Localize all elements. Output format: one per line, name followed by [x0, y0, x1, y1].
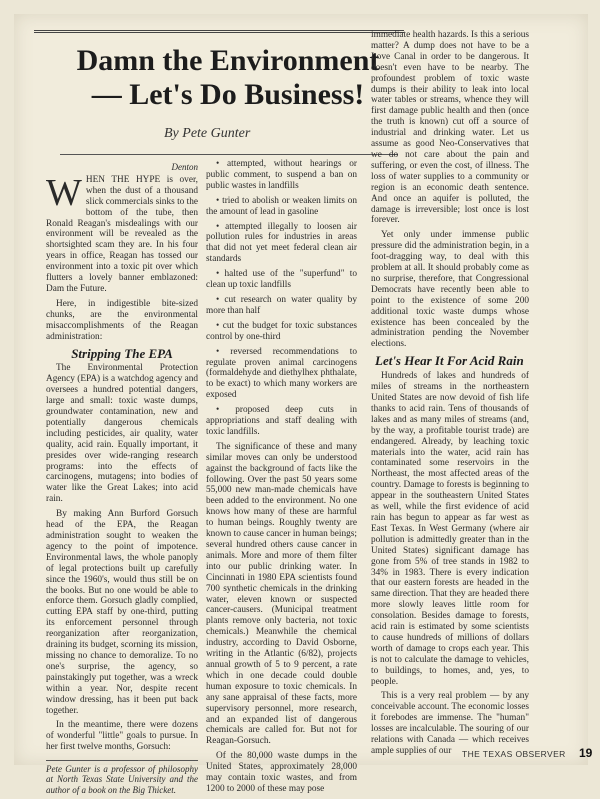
bio-divider: [46, 760, 198, 761]
bullet-item: • halted use of the "superfund" to clean up toxic landfills: [206, 269, 357, 291]
article-byline: By Pete Gunter: [164, 126, 251, 141]
magazine-page: [14, 14, 593, 795]
column-3: [371, 30, 529, 761]
column-1: [46, 159, 198, 799]
intro-paragraph: WHEN THE HYPE is over, when the dust of a thousand slick commercials sinks to the bottom of the tube, then Ronald Reagan's misdealings with our environment will be revealed as the shortsighted scam they are. In his four years in office, Reagan has tossed our environment into a toxic pit over which flutters a lovely banner emblazoned: Dam the Future.: [46, 171, 198, 294]
bullet-item: • proposed deep cuts in appropriations and staff dealing with toxic landfills.: [206, 405, 357, 438]
divider: [60, 154, 398, 155]
bullet-item: • tried to abolish or weaken limits on the amount of lead in gasoline: [206, 196, 357, 218]
subhead-acid-rain: Let's Hear It For Acid Rain: [375, 353, 524, 369]
dateline: Denton: [171, 162, 198, 172]
body-paragraph: The Environmental Protection Agency (EPA) is a watchdog agency and oversees a hundred potential dangers, large and small: toxic waste dumps, groundwater contamination, new and potentially dangerous chemicals including pesticides, air quality, water quality, acid rain. Equally important, it presides over wide-ranging research programs: into the effects of carcinogens, mutagens; into bodies of water like the Great Lakes; into acid rain.: [46, 363, 198, 505]
body-paragraph: In the meantime, there were dozens of wonderful "little" goals to pursue. In her first twelve months, Gorsuch:: [46, 720, 198, 753]
body-paragraph: immediate health hazards. Is this a serious matter? A dump does not have to be a Love Canal in order to be dangerous. It doesn't even have to be nearby. The profoundest problem of toxic waste dumps is their ability to leak into local water tables or streams, whence they will first damage public health and then (once the truth is known) cut off a source of industrial and drinking water. Let us assume as good Neo-Conservatives that we do not care about the pain and suffering, or even the cost, of illness. The loss of water supplies to a community or region is an economic death sentence. And once an aquifer is polluted, the damage is irreversible; lost once is lost forever.: [371, 30, 529, 226]
article-headline: Damn the Environment — Let's Do Business!: [76, 44, 380, 111]
author-bio: Pete Gunter is a professor of philosophy at North Texas State University and the author of a book on the Big Thicket.: [46, 764, 198, 795]
column-2: [206, 159, 357, 799]
bullet-item: • reversed recommendations to regulate proven animal carcinogens (formaldehyde and diethylhex phthalate, to be exact) to which many workers are exposed: [206, 347, 357, 402]
bullet-item: • cut the budget for toxic substances control by one-third: [206, 321, 357, 343]
subhead-epa: Stripping The EPA: [71, 345, 173, 361]
body-paragraph: This is a very real problem — by any conceivable account. The economic losses it forebodes are immense. The "human" losses are incalculable. The souring of our relations with Canada — which receives ample supplies of our: [371, 691, 529, 756]
body-paragraph: The significance of these and many similar moves can only be understood against the background of facts like the following. Over the past 50 years some 55,000 new man-made chemicals have been added to the environment. No one knows how many of these are harmful to human beings. Roughly twenty are known to cause cancer in human beings; several hundred others cause cancer in animals. More and more of them filter into our public drinking water. In Cincinnati in 1980 EPA scientists found 700 synthetic chemicals in the drinking water, eleven known or suspected cancer-causers. (Municipal treatment plants remove only bacteria, not toxic chemicals.) Meanwhile the chemical industry, according to David Osborne, writing in the Atlantic (6/82), projects annual growth of 5 to 9 percent, a rate which in one decade could double human exposure to toxic chemicals. In any sane appraisal of these facts, more supervisory personnel, more research, and an expanded list of dangerous chemicals are called for. But not for Reagan-Gorsuch.: [206, 441, 357, 747]
body-paragraph: Hundreds of lakes and hundreds of miles of streams in the northeastern United States are now devoid of fish life thanks to acid rain. Tens of thousands of lakes and as many miles of streams (and, by the way, a profitable tourist trade) are endangered. Already, by leaching toxic materials into the water, acid rain has contaminated some reservoirs in the Northeast, the most affected areas of the country. Damage to forests is beginning to appear in the southeastern United States as well, while the first evidence of acid rain has begun to appear as far west as East Texas. In West Germany (where air pollution is admittedly greater than in the United States) significant damage has gone from 5% of tree stands in 1982 to 34% in 1983. There is every indication that our eastern forests are headed in the same direction. That they are headed there more slowly leaves little room for consolation. Besides damage to forests, acid rain is estimated by some scientists to cause hundreds of millions of dollars worth of damage to crops each year. This is not to calculate the damage to vehicles, to buildings, to homes, and, yes, to people.: [371, 371, 529, 687]
drop-cap: W: [46, 171, 82, 214]
body-paragraph: Yet only under immense public pressure did the administration begin, in a foot-dragging way, to deal with this problem at all. It should probably come as no surprise, therefore, that Congressional Democrats have recently been able to point to the existence of some 200 additional toxic waste dumps whose existence has been concealed by the administration pending the November elections.: [371, 230, 529, 350]
page-number: 19: [579, 746, 593, 760]
body-paragraph: By making Ann Burford Gorsuch head of the EPA, the Reagan administration sought to weaken the agency to the point of impotence. Environmental laws, the whole panoply of legal protections built up carefully since the 1960's, would thus still be on the books. But no one would be able to enforce them. Gorsuch gladly complied, cutting EPA staff by one-third, putting its enforcement personnel through reorganization after reorganization, draining its budget, scorning its mission, missing no chance to demoralize. To no one's surprise, the agency, so painstakingly put together, was a wreck within a year. Nor, despite recent window dressing, has it been put back together.: [46, 509, 198, 716]
body-paragraph: Of the 80,000 waste dumps in the United States, approximately 28,000 may contain toxic wastes, and from 1200 to 2000 of these may pose: [206, 751, 357, 794]
bullet-item: • cut research on water quality by more than half: [206, 295, 357, 317]
body-paragraph: Here, in indigestible bite-sized chunks, are the environmental misaccomplishments of the Reagan administration:: [46, 298, 198, 342]
bullet-item: • attempted illegally to loosen air pollution rules for industries in areas that did not yet meet federal clean air standards: [206, 222, 357, 266]
bullet-item: • attempted, without hearings or public comment, to suspend a ban on public wastes in landfills: [206, 159, 357, 192]
publication-name: THE TEXAS OBSERVER: [462, 749, 566, 759]
